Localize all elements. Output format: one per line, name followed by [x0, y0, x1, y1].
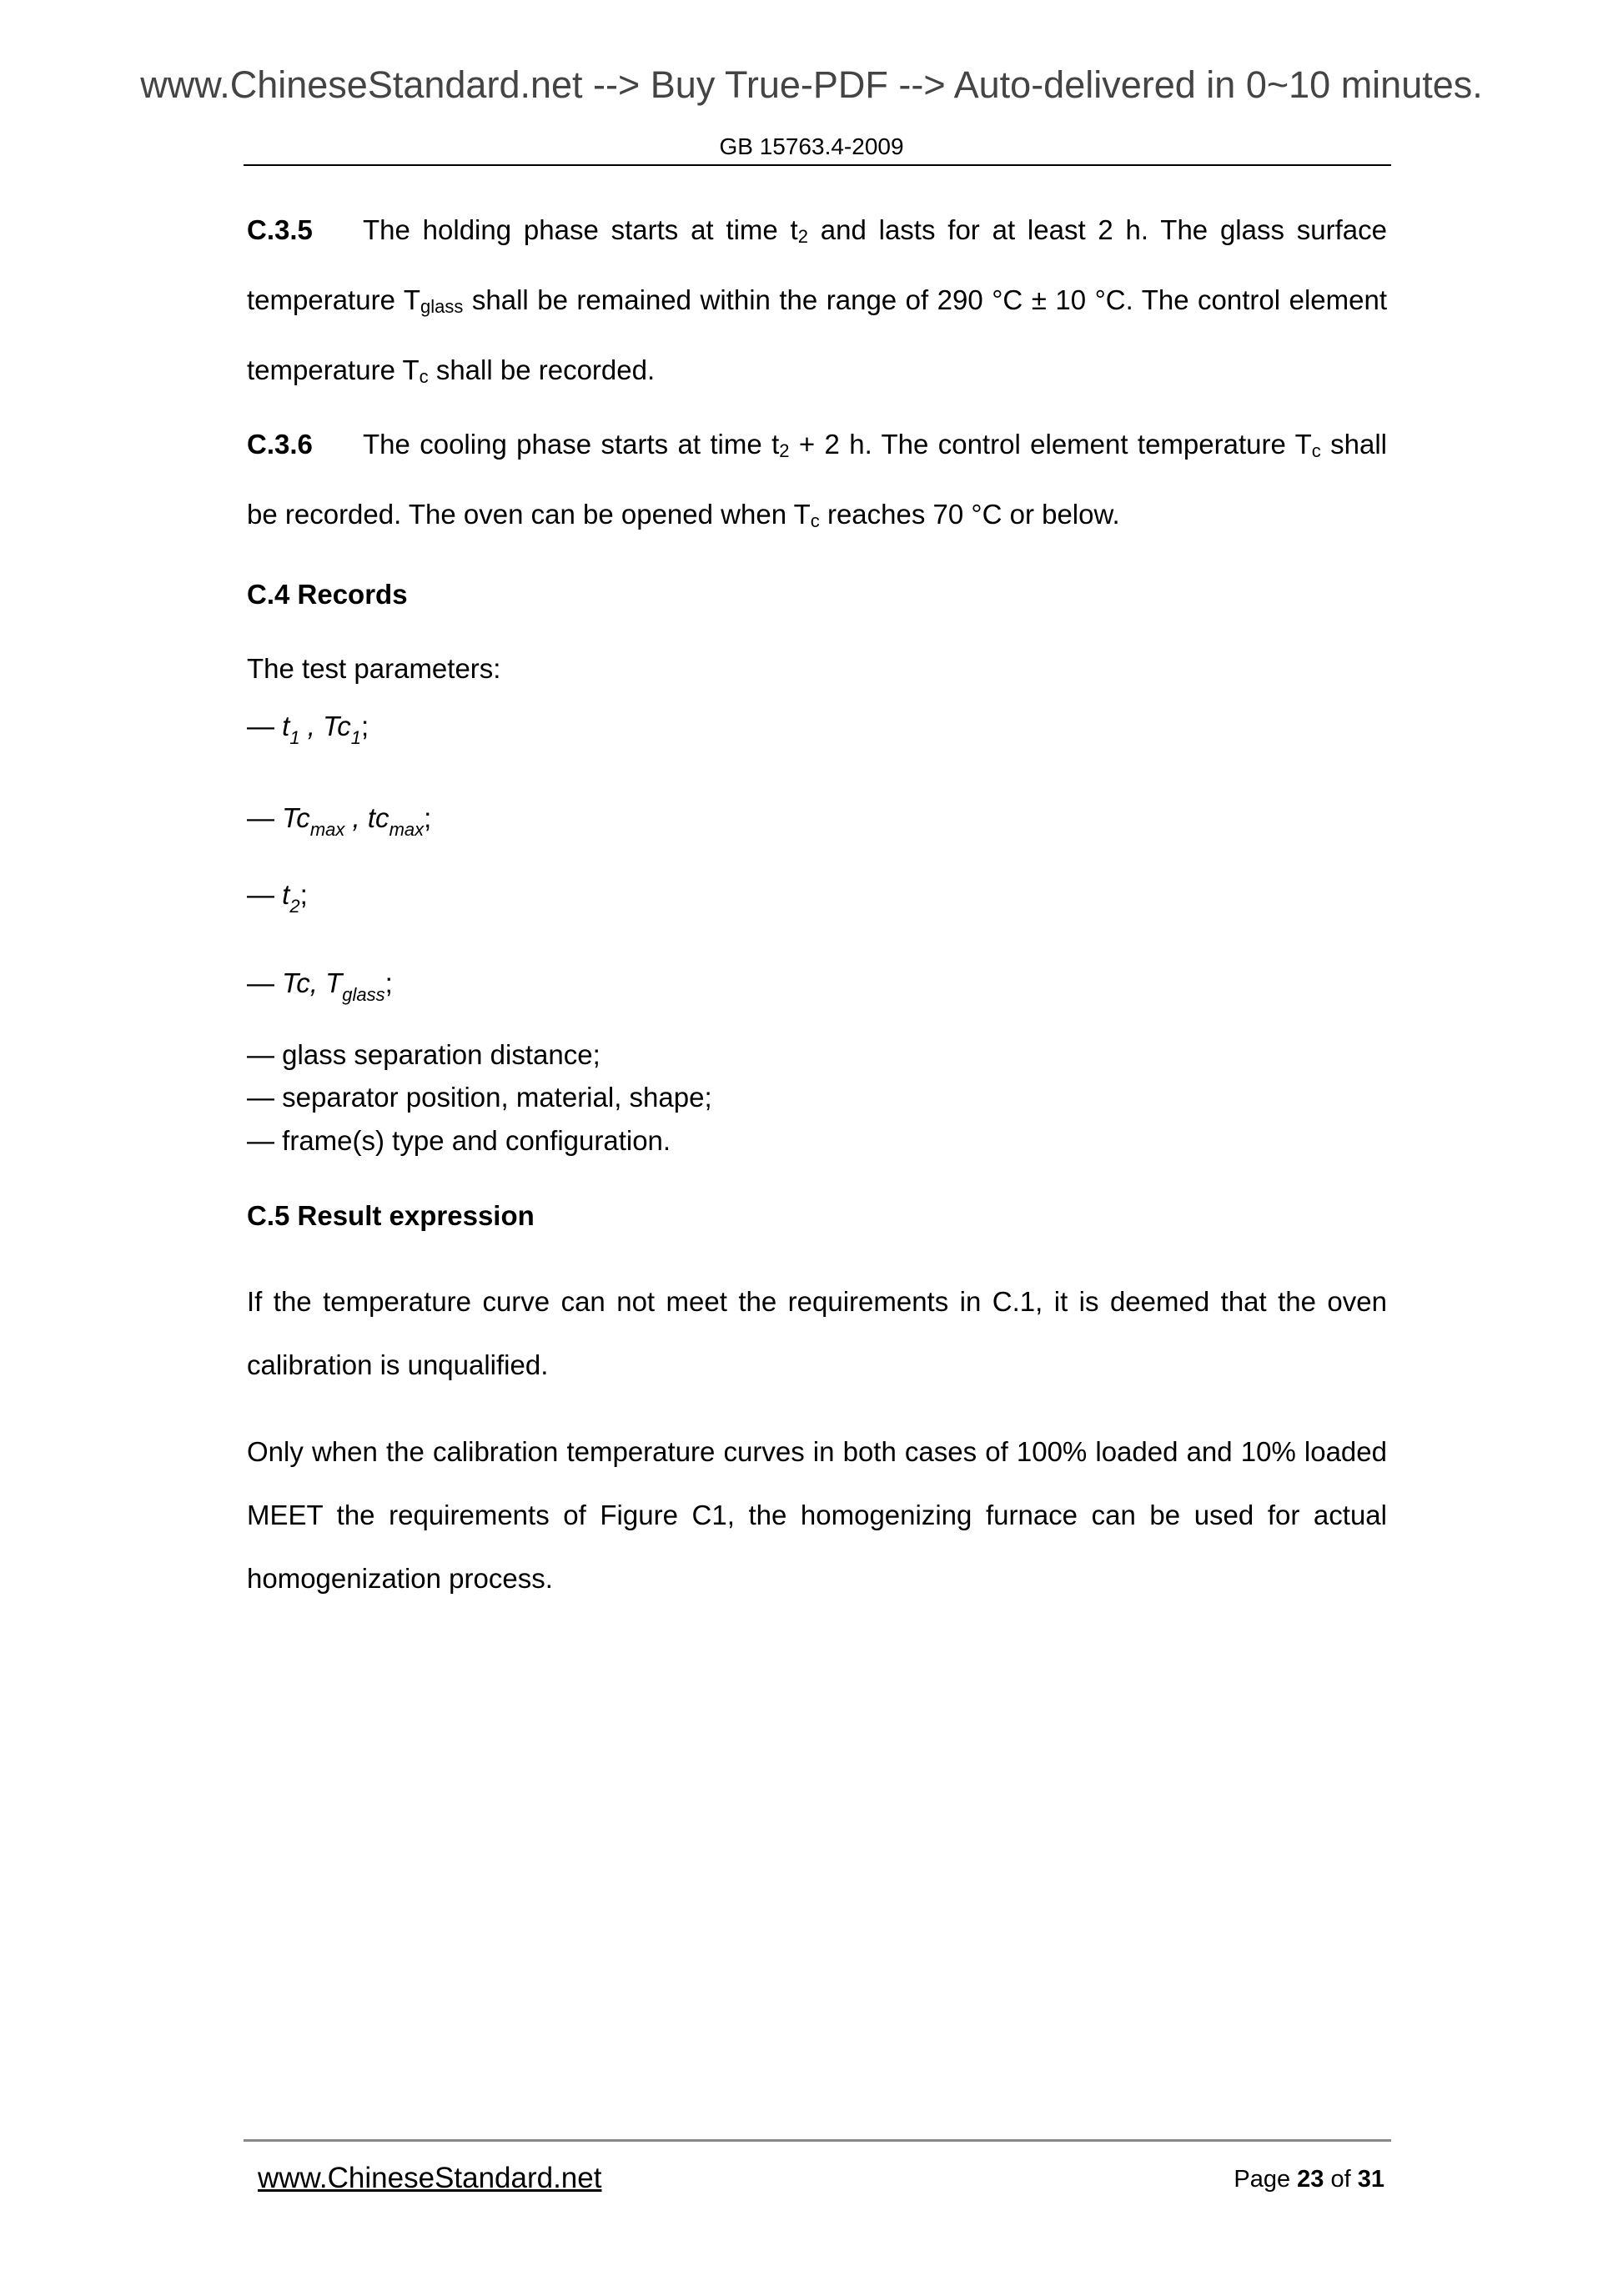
subscript: c: [419, 366, 429, 387]
page-number: [1234, 2166, 1384, 2193]
clause-c36: [247, 413, 1387, 553]
subscript: 2: [779, 440, 790, 461]
page-of: of: [1324, 2166, 1358, 2193]
list-item: [247, 802, 431, 841]
list-item: — frame(s) type and configuration.: [247, 1125, 671, 1156]
list-item: — separator position, material, shape;: [247, 1082, 712, 1113]
subscript: 1: [289, 727, 300, 748]
text: shall be recorded.: [428, 354, 656, 385]
footer-divider: [244, 2139, 1391, 2142]
punct: ;: [384, 967, 393, 998]
text: and lasts for at least 2 h. The glass surface temperature T: [247, 214, 1387, 315]
list-item: [247, 967, 393, 1006]
banner: www.ChineseStandard.net --> Buy True-PDF --> Auto-delivered in 0~10 minutes.: [140, 63, 1483, 106]
standard-number: GB 15763.4-2009: [719, 133, 904, 159]
subscript: glass: [342, 984, 385, 1005]
subscript: max: [309, 819, 345, 840]
punct: ;: [424, 802, 432, 833]
subscript: 2: [289, 896, 300, 917]
text: + 2 h. The control element temperature T: [789, 429, 1312, 460]
dash: —: [247, 802, 283, 833]
list-item: [247, 711, 369, 749]
text: shall be recorded. The oven can be opened when T: [247, 429, 1387, 530]
symbol: Tc, T: [282, 967, 343, 998]
header-divider: [244, 164, 1391, 166]
heading-c5: C.5 Result expression: [247, 1200, 535, 1231]
symbol: , Tc: [299, 711, 351, 741]
text: reaches 70 °C or below.: [819, 499, 1120, 530]
clause-c35: [247, 198, 1387, 409]
dash: —: [247, 711, 283, 741]
footer-website-link[interactable]: www.ChineseStandard.net: [258, 2162, 602, 2194]
symbol: Tc: [282, 802, 310, 833]
page-label: Page: [1234, 2166, 1298, 2193]
dash: —: [247, 879, 283, 910]
subscript: 1: [350, 727, 361, 748]
symbol: t: [282, 879, 290, 910]
result-paragraph-2: Only when the calibration temperature curves in both cases of 100% loaded and 10% loaded MEET the requirements of Figure C1, the homogenizing furnace can be used for actual homogenization process.: [247, 1436, 1387, 1594]
records-intro: The test parameters:: [247, 653, 501, 684]
subscript: 2: [797, 226, 808, 247]
subscript: max: [389, 819, 425, 840]
current-page: 23: [1297, 2166, 1324, 2193]
total-pages: 31: [1357, 2166, 1384, 2193]
clause-label: C.3.5: [247, 214, 313, 245]
punct: ;: [299, 879, 308, 910]
punct: ;: [360, 711, 369, 741]
subscript: c: [1311, 440, 1321, 461]
text: The cooling phase starts at time t: [363, 429, 780, 460]
heading-c4: C.4 Records: [247, 579, 408, 610]
list-item: [247, 879, 308, 917]
subscript: c: [810, 510, 820, 531]
symbol: , tc: [344, 802, 389, 833]
text: shall be remained within the range of 290 °C ± 10 °C. The control element temperature T: [247, 284, 1388, 385]
result-paragraph-1: If the temperature curve can not meet the requirements in C.1, it is deemed that the oven calibration is unqualified.: [247, 1286, 1387, 1380]
subscript: glass: [420, 296, 464, 317]
list-item: — glass separation distance;: [247, 1039, 600, 1070]
clause-label: C.3.6: [247, 429, 313, 460]
text: The holding phase starts at time t: [363, 214, 798, 245]
dash: —: [247, 967, 283, 998]
symbol: t: [282, 711, 290, 741]
